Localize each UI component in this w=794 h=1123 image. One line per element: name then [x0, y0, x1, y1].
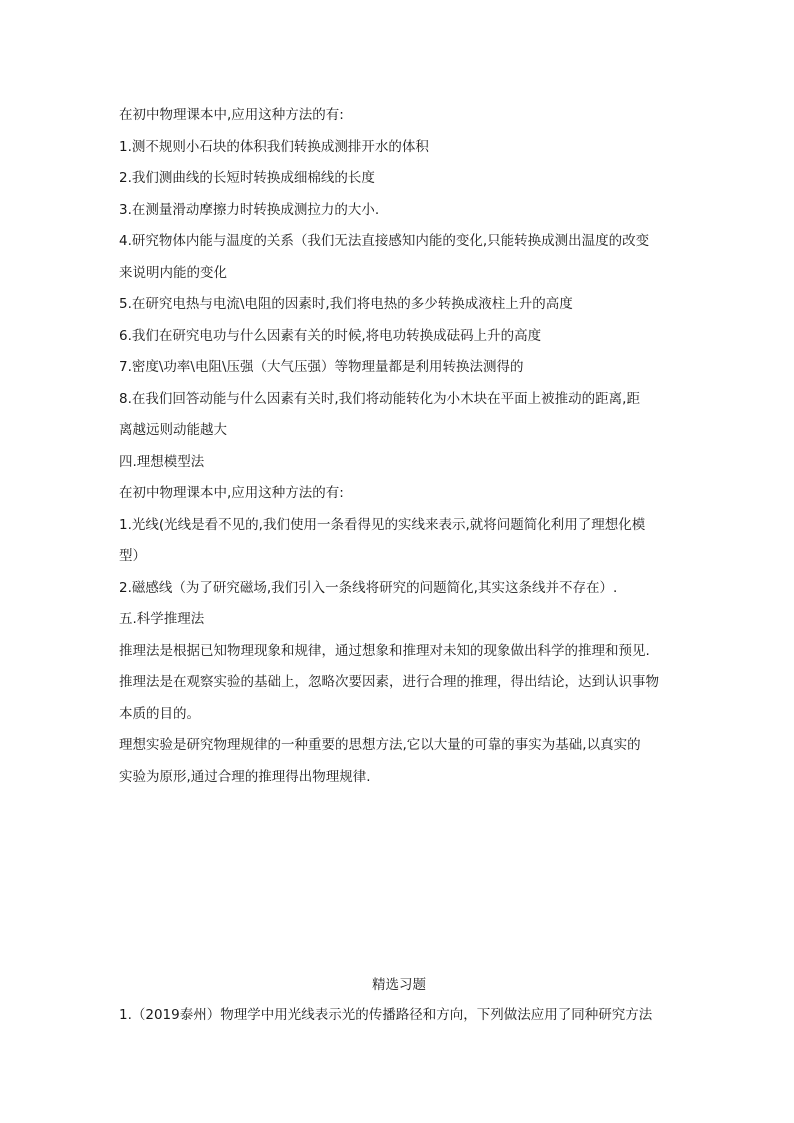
text-line: 5.在研究电热与电流\电阻的因素时,我们将电热的多少转换成液柱上升的高度 — [119, 296, 573, 312]
text-line: 推理法是根据已知物理现象和规律，通过想象和推理对未知的现象做出科学的推理和预见. — [119, 642, 650, 659]
text-line: 理想实验是研究物理规律的一种重要的思想方法,它以大量的可靠的事实为基础,以真实的 — [119, 737, 641, 753]
text-line: 离越远则动能越大 — [119, 422, 227, 438]
text-line: 8.在我们回答动能与什么因素有关时,我们将动能转化为小木块在平面上被推动的距离,距 — [119, 390, 640, 407]
text-line: 2.我们测曲线的长短时转换成细棉线的长度 — [119, 170, 375, 186]
body-text — [119, 100, 679, 793]
text-line: 4.研究物体内能与温度的关系（我们无法直接感知内能的变化,只能转换成测出温度的改变 — [119, 233, 650, 249]
text-line: 2.磁感线（为了研究磁场,我们引入一条线将研究的问题简化,其实这条线并不存在）. — [119, 579, 618, 596]
text-line: 推理法是在观察实验的基础上，忽略次要因素，进行合理的推理，得出结论，达到认识事物 — [119, 674, 659, 690]
text-line: 型） — [119, 548, 146, 564]
text-line: 本质的目的。 — [119, 705, 200, 722]
text-line: 在初中物理课本中,应用这种方法的有: — [119, 107, 344, 123]
text-line: 在初中物理课本中,应用这种方法的有: — [119, 485, 344, 501]
text-line: 1.光线(光线是看不见的,我们使用一条看得见的实线来表示,就将问题简化利用了理想化模 — [119, 516, 646, 533]
text-line: 来说明内能的变化 — [119, 264, 227, 281]
text-line: 3.在测量滑动摩擦力时转换成测拉力的大小. — [119, 201, 380, 218]
text-line: 7.密度\功率\电阻\压强（大气压强）等物理量都是利用转换法测得的 — [119, 359, 524, 375]
exercise-section — [119, 970, 679, 1030]
question-line: 1.（2019泰州）物理学中用光线表示光的传播路径和方向，下列做法应用了同种研究方法 — [119, 1007, 653, 1023]
text-line: 6.我们在研究电功与什么因素有关的时候,将电功转换成砝码上升的高度 — [119, 327, 542, 344]
text-line: 实验为原形,通过合理的推理得出物理规律. — [119, 768, 371, 785]
exercise-title: 精选习题 — [372, 977, 426, 993]
section-heading: 五.科学推理法 — [119, 611, 205, 627]
text-line: 1.测不规则小石块的体积我们转换成测排开水的体积 — [119, 138, 429, 155]
section-heading: 四.理想模型法 — [119, 453, 205, 470]
